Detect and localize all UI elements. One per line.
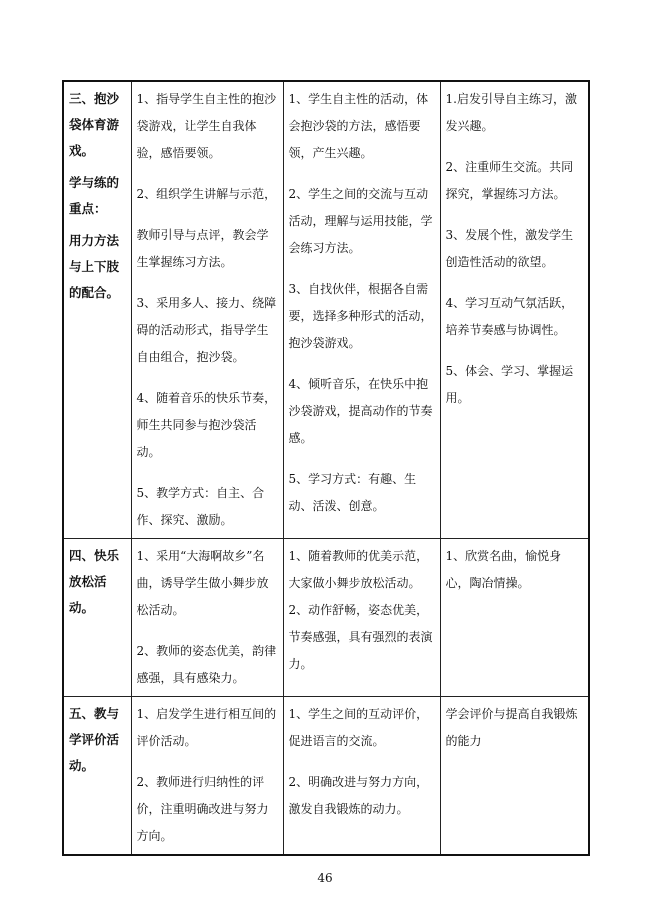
paragraph: 4、学习互动气氛活跃，培养节奏感与协调性。 [445,296,574,337]
student-activity-cell [283,697,440,856]
paragraph: 3、发展个性，激发学生创造性活动的欲望。 [445,228,574,269]
goal-cell [440,81,589,539]
paragraph: 2、学生之间的交流与互动活动，理解与运用技能，学会练习方法。 [288,187,433,255]
paragraph: 教师引导与点评，教会学生掌握练习方法。 [136,228,269,269]
stage-title: 四、快乐放松活动。 [69,548,120,615]
table-row [63,81,589,539]
paragraph: 1、指导学生自主性的抱沙袋游戏，让学生自我体验，感悟要领。 [136,92,277,160]
paragraph: 1、随着教师的优美示范，大家做小舞步放松活动。2、动作舒畅，姿态优美，节奏感强，具有强烈的表演力。 [288,549,433,671]
lesson-plan-table [62,80,590,856]
stage-title: 三、抱沙袋体育游戏。 [69,91,120,158]
paragraph: 2、组织学生讲解与示范， [136,187,277,201]
goal-cell [440,539,589,697]
paragraph: 5、学习方式：有趣、生动、活泼、创意。 [288,472,417,513]
paragraph: 4、随着音乐的快乐节奏，师生共同参与抱沙袋活动。 [136,391,277,459]
paragraph: 2、注重师生交流。共同探究，掌握练习方法。 [445,160,574,201]
stage-cell [63,539,131,697]
paragraph: 1、欣赏名曲，愉悦身心，陶冶情操。 [445,549,562,590]
paragraph: 2、教师进行归纳性的评价，注重明确改进与努力方向。 [136,775,269,843]
stage-cell [63,697,131,856]
paragraph: 3、自找伙伴，根据各自需要，选择多种形式的活动，抱沙袋游戏。 [288,282,433,350]
paragraph: 1、学生之间的互动评价，促进语言的交流。 [288,707,429,748]
student-activity-cell [283,81,440,539]
table-row [63,539,589,697]
paragraph: 2、明确改进与努力方向，激发自我锻炼的动力。 [288,775,429,816]
teacher-activity-cell [131,81,283,539]
teacher-activity-cell [131,697,283,856]
paragraph: 5、教学方式：自主、合作、探究、激励。 [136,486,265,527]
goal-cell [440,697,589,856]
stage-title: 五、教与学评价活动。 [69,706,120,773]
table-row [63,697,589,856]
paragraph: 1.启发引导自主练习，激发兴趣。 [445,92,577,133]
focus-label: 学与练的重点： [69,175,120,216]
student-activity-cell [283,539,440,697]
paragraph: 5、体会、学习、掌握运用。 [445,364,574,405]
paragraph: 1、采用“大海啊故乡”名曲，诱导学生做小舞步放松活动。 [136,549,269,617]
teacher-activity-cell [131,539,283,697]
paragraph: 2、教师的姿态优美，韵律感强，具有感染力。 [136,644,277,685]
paragraph: 学会评价与提高自我锻炼的能力 [445,707,578,748]
paragraph: 4、倾听音乐，在快乐中抱沙袋游戏，提高动作的节奏感。 [288,377,433,445]
stage-cell [63,81,131,539]
page-number: 46 [317,871,333,885]
paragraph: 3、采用多人、接力、绕障碍的活动形式，指导学生自由组合，抱沙袋。 [136,296,277,364]
focus-text: 用力方法与上下肢的配合。 [69,233,120,300]
paragraph: 1、学生自主性的活动，体会抱沙袋的方法，感悟要领，产生兴趣。 [288,92,429,160]
paragraph: 1、启发学生进行相互间的评价活动。 [136,707,277,748]
